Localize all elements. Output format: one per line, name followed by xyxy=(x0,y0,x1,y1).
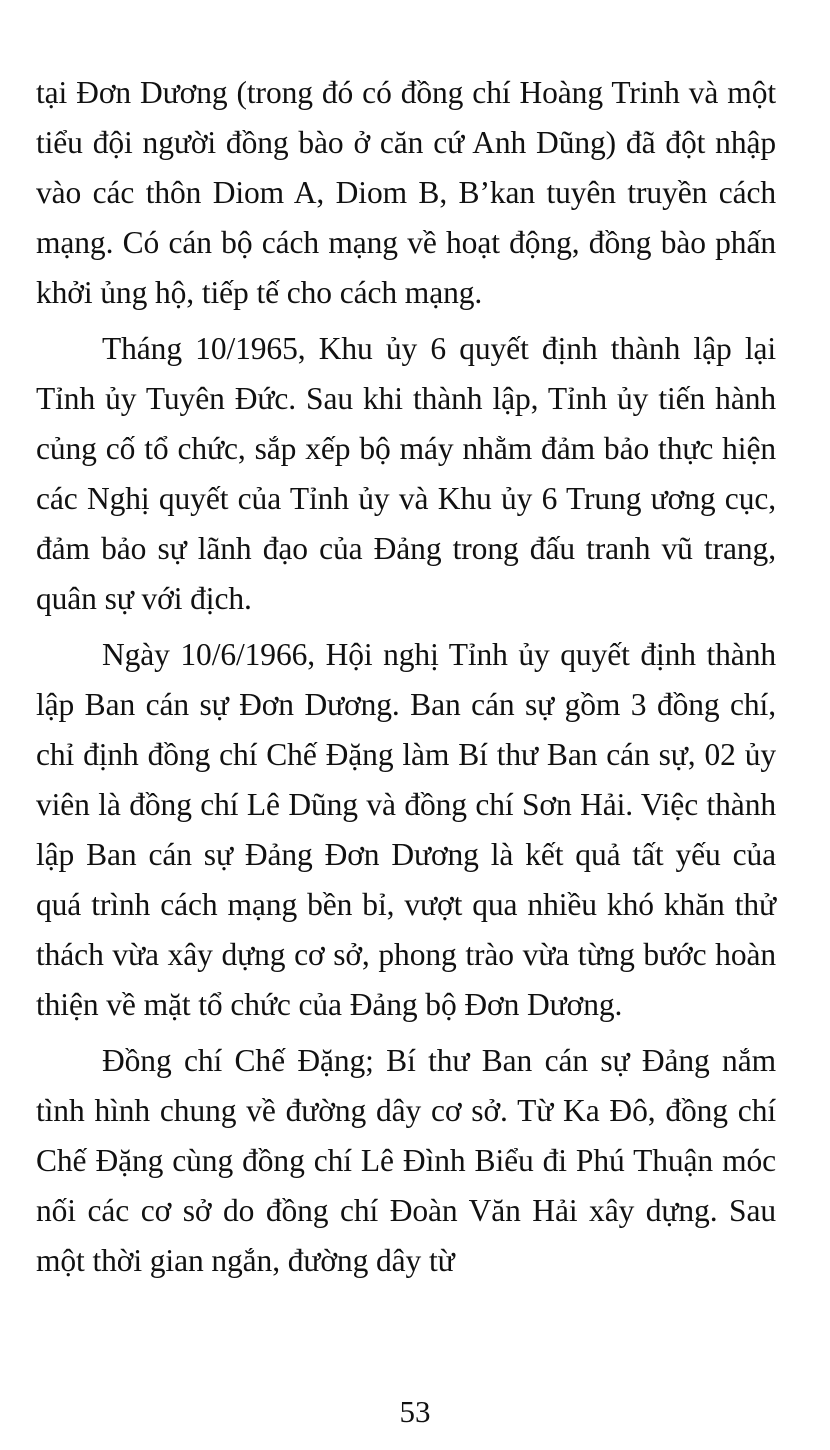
page-number: 53 xyxy=(399,1394,431,1429)
paragraph-2: Tháng 10/1965, Khu ủy 6 quyết định thành lập lại Tỉnh ủy Tuyên Đức. Sau khi thành lập, Tỉnh ủy tiến hành củng cố tổ chức, sắp xếp bộ máy nhằm đảm bảo thực hiện các Nghị quyết của Tỉnh ủy và Khu ủy 6 Trung ương cục, đảm bảo sự lãnh đạo của Đảng trong đấu tranh vũ trang, quân sự với địch. xyxy=(36,331,776,616)
paragraph-3: Ngày 10/6/1966, Hội nghị Tỉnh ủy quyết định thành lập Ban cán sự Đơn Dương. Ban cán sự gồm 3 đồng chí, chỉ định đồng chí Chế Đặng làm Bí thư Ban cán sự, 02 ủy viên là đồng chí Lê Dũng và đồng chí Sơn Hải. Việc thành lập Ban cán sự Đảng Đơn Dương là kết quả tất yếu của quá trình cách mạng bền bỉ, vượt qua nhiều khó khăn thử thách vừa xây dựng cơ sở, phong trào vừa từng bước hoàn thiện về mặt tổ chức của Đảng bộ Đơn Dương. xyxy=(36,637,776,1022)
paragraph-4: Đồng chí Chế Đặng; Bí thư Ban cán sự Đảng nắm tình hình chung về đường dây cơ sở. Từ Ka Đô, đồng chí Chế Đặng cùng đồng chí Lê Đình Biểu đi Phú Thuận móc nối các cơ sở do đồng chí Đoàn Văn Hải xây dựng. Sau một thời gian ngắn, đường dây từ xyxy=(36,1043,776,1278)
page-body xyxy=(36,68,776,1286)
paragraph-1: tại Đơn Dương (trong đó có đồng chí Hoàng Trinh và một tiểu đội người đồng bào ở căn cứ Anh Dũng) đã đột nhập vào các thôn Diom A, Diom B, B’kan tuyên truyền cách mạng. Có cán bộ cách mạng về hoạt động, đồng bào phấn khởi ủng hộ, tiếp tế cho cách mạng. xyxy=(36,75,776,310)
